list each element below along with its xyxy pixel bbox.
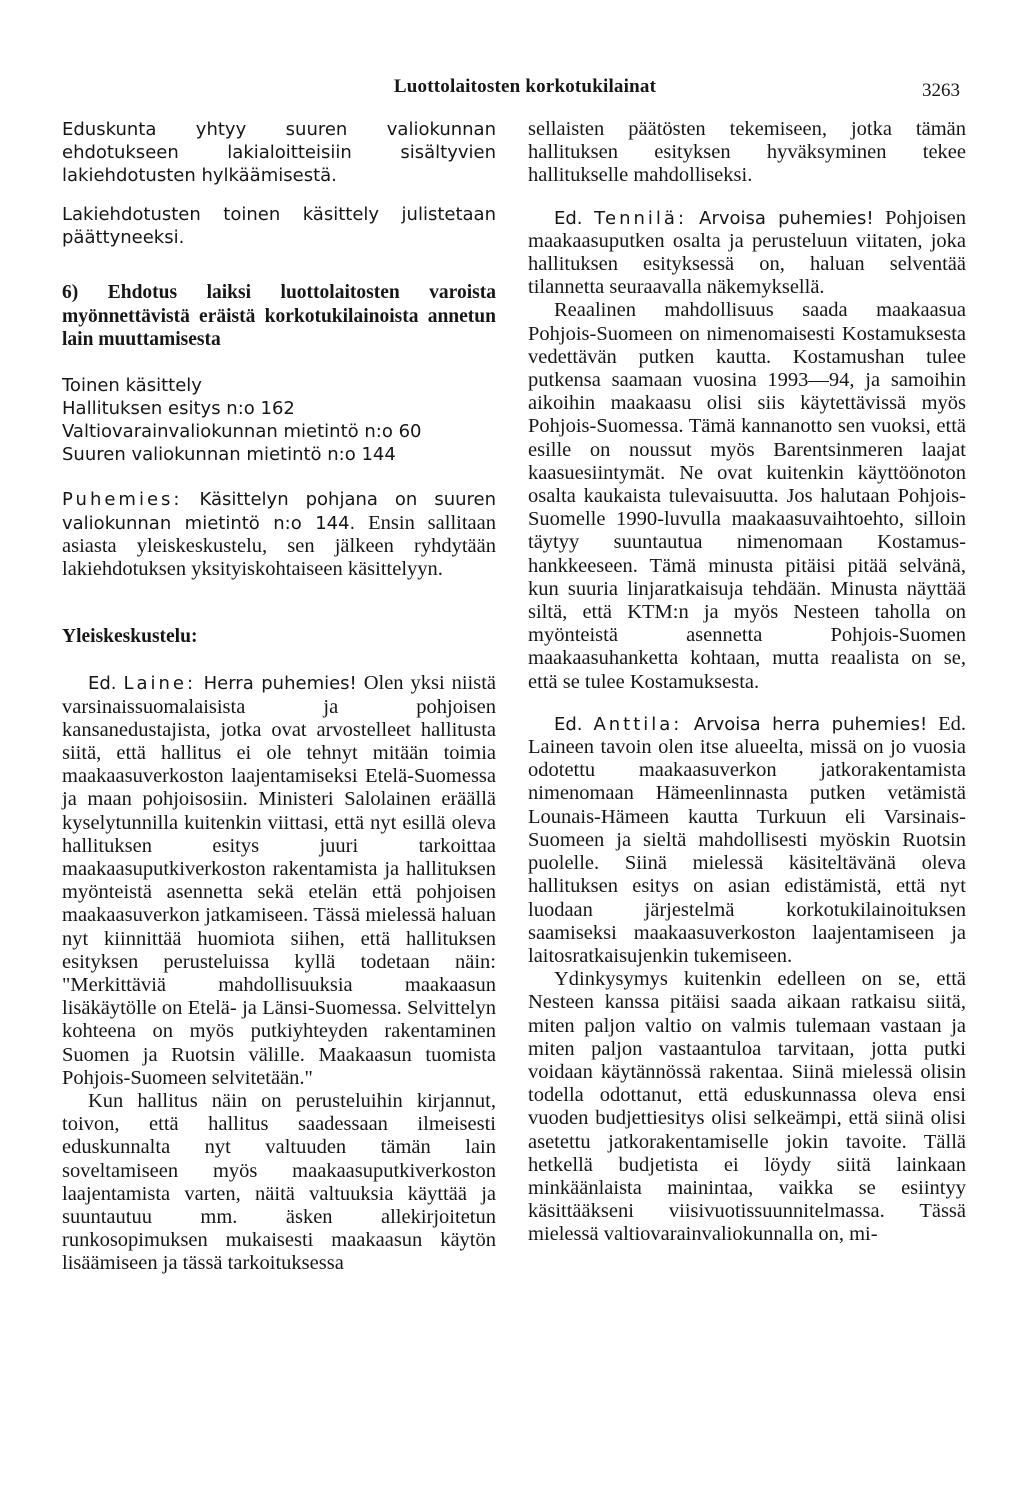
info-line: Toinen käsittely — [62, 374, 202, 396]
paragraph-closing: Lakiehdotusten toinen käsittely julistetaan päättyneeksi. — [62, 203, 496, 248]
speaker-prefix: Ed. — [554, 713, 583, 735]
speaker-name: Puhemies: — [62, 489, 183, 511]
speech-text: Olen yksi niistä varsinaissuomalaisista ja pohjoisen kansanedustajista, jotka ovat arvostelleet hallitusta siitä, että hallitus ei ole tehnyt mitään toimia maakaasuverkoston laajentamiseksi Etelä-Suomessa ja maan pohjoisosiin. Ministeri Salolainen eräällä kyselytunnilla kuitenkin viittasi, että nyt esillä oleva hallituksen esitys juuri tarkoittaa maakaasuputkiverkoston rakentamista ja hallituksen myönteistä asennetta sekä etelän että pohjoisen maakaasuverkon jatkamiseen. Tässä mielessä haluan nyt kiinnittää huomiota siihen, että hallituksen esityksen perusteluissa kyllä todetaan näin: "Merkittäviä mahdollisuuksia maakaasun lisäkäytölle on Etelä- ja Länsi-Suomessa. Selvittelyn kohteena on myös putkiyhteyden rakentaminen Suomen ja Ruotsin välille. Maakaasun tuomista Pohjois-Suomeen selvitetään." — [62, 672, 497, 1089]
info-line: Hallituksen esitys n:o 162 — [62, 397, 295, 419]
subheading: Yleiskeskustelu: — [62, 626, 198, 648]
statement-text: Ensin sallitaan asiasta yleiskeskustelu, sen jälkeen ryhdytään lakiehdotuksen yksityiskohtaiseen käsittelyyn. — [62, 511, 496, 580]
paragraph-continued: sellaisten päätösten tekemiseen, jotka tämän hallituksen esityksen hyväksyminen tekee hallitukselle mahdolliseksi. — [528, 118, 966, 187]
speech-text: Ed. Laineen tavoin olen itse alueelta, missä on jo vuosia odotettu maakaasuverkon jatkorakentamista nimenomaan Hämeenlinnasta putken vetämistä Lounais-Hämeen kautta Turkuun eli Varsinais-Suomeen ja sieltä mahdollisesti myöskin Ruotsin puolelle. Siinä mielessä käsiteltävänä oleva hallituksen esitys on asian edistämistä, että nyt luodaan järjestelmä korkotukilainoituksen saamiseksi maakaasuverkoston laajentamiseen ja laitosratkaisujenkin tukemiseen. — [528, 712, 966, 967]
speech-text: Herra puhemies! — [196, 673, 357, 695]
paragraph-reaalinen: Reaalinen mahdollisuus saada maakaasua Pohjois-Suomeen on nimenomaisesti Kostamuksesta vedettävän putken kautta. Kostamushan tulee putkensa saamaan vuosina 1993—94, ja samoihin aikoihin maakaasu olisi siis käytettävissä myös Pohjois-Suomessa. Tämä kannanotto sen vuoksi, että esille on noussut myös Barentsinmeren laajat kaasuesiintymät. Ne ovat kuitenkin käyttöönoton osalta kaukaista tulevaisuutta. Jos halutaan Pohjois-Suomelle 1990-luvulla maakaasuvaihtoehto, silloin täytyy suuntautua nimenomaan Kostamus-hankkeeseen. Tämä minusta pitäisi pitää selvänä, kun suuria linjaratkaisuja tehdään. Minusta näyttää siltä, että KTM:n ja myös Nesteen taholla on myönteistä asennetta Pohjois-Suomen maakaasuhanketta kohtaan, mutta reaalista on se, että se tulee Kostamuksesta. — [528, 299, 966, 693]
reading-info — [62, 374, 496, 467]
speech-anttila — [528, 713, 966, 968]
running-title: Luottolaitosten korkotukilainat — [393, 76, 657, 97]
info-line: Suuren valiokunnan mietintö n:o 144 — [62, 444, 396, 466]
speech-tennila — [528, 207, 966, 300]
speech-laine — [62, 672, 496, 1090]
speech-text: Arvoisa puhemies! — [687, 207, 874, 229]
left-column — [62, 118, 496, 1276]
speech-text: Arvoisa herra puhemies! — [682, 713, 928, 735]
page-number: 3263 — [922, 80, 960, 101]
statement-text: Käsittelyn pohjana on suuren valiokunnan mietintö n:o 144. — [62, 489, 496, 534]
speaker-name: Laine: — [123, 673, 197, 695]
paragraph-decision: Eduskunta yhtyy suuren valiokunnan ehdotukseen lakialoitteisiin sisältyvien lakiehdotusten hylkäämisestä. — [62, 119, 496, 187]
speaker-name: Anttila: — [593, 713, 683, 735]
speaker-name: Tennilä: — [594, 207, 688, 229]
paragraph-ydinkysymys: Ydinkysymys kuitenkin edelleen on se, että Nesteen kanssa pitäisi saada aikaan ratkaisu siitä, miten paljon valtio on valmis tulemaan vastaan ja miten paljon vastaantuloa tarvitaan, jotta putki voidaan käytännössä rakentaa. Siinä mielessä olisin todella odottanut, että eduskunnassa oleva ensi vuoden budjettiesitys olisi selkeämpi, että siinä olisi asetettu jatkorakentamiselle jokin tavoite. Tällä hetkellä budjetista ei löydy siitä lainkaan minkäänlaista mainintaa, vaikka se esiintyy käsittääkseni viisivuotissuunnitelmassa. Tässä mielessä valtiovarainvaliokunnalla on, mi- — [528, 968, 966, 1246]
section-title: 6) Ehdotus laiksi luottolaitosten varoista myönnettävistä eräistä korkotukilainoista annetun lain muuttamisesta — [62, 282, 496, 351]
speaker-statement — [62, 488, 496, 581]
speaker-prefix: Ed. — [88, 673, 117, 695]
info-line: Valtiovarainvaliokunnan mietintö n:o 60 — [62, 420, 422, 442]
right-column — [528, 118, 966, 1247]
speaker-prefix: Ed. — [554, 207, 583, 229]
speech-text: Pohjoisen maakaasuputken osalta ja perusteluun viitaten, joka hallituksen esityksessä on, haluan selventää tilannetta seuraavalla näkemyksellä. — [528, 206, 966, 299]
paragraph-kun: Kun hallitus näin on perusteluihin kirjannut, toivon, että hallitus saadessaan ilmeisesti eduskunnalta nyt valtuuden tämän lain soveltamiseen myös maakaasuputkiverkoston laajentamista varten, näitä valtuuksia käyttää ja suuntautuu mm. äsken allekirjoitetun runkosopimuksen mukaisesti maakaasun käytön lisäämiseen ja tässä tarkoituksessa — [62, 1090, 496, 1275]
